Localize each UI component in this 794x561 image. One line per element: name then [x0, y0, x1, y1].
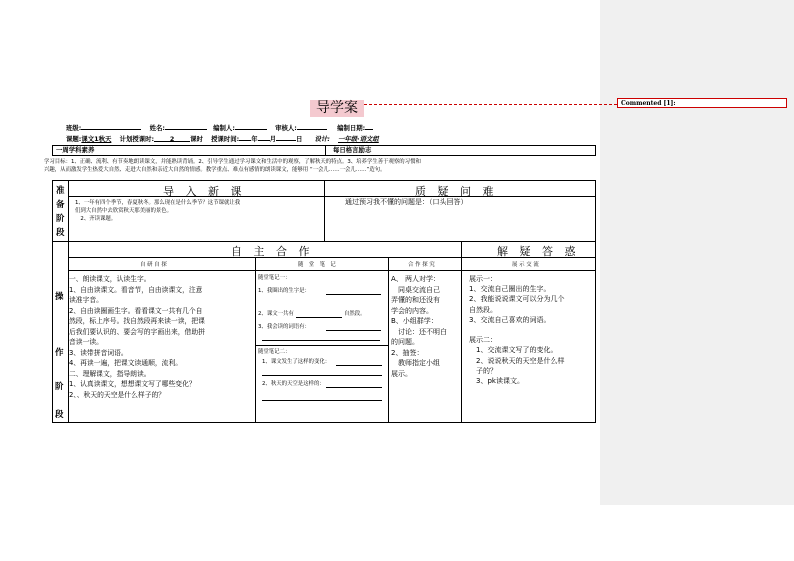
name-field[interactable]	[165, 123, 207, 130]
plan-unit: 课时	[190, 135, 203, 143]
ops-mid-line	[461, 241, 462, 423]
prep-char-3: 阶	[56, 214, 65, 224]
intro-text: 1、一年有四个季节，春夏秋冬。那么现在是什么季节？这节课就让我 们到大自然中去欣赏秋天那美丽的景色。 2、齐读课题。	[75, 200, 241, 222]
notes2-blank-1[interactable]	[336, 365, 382, 366]
week-row	[52, 145, 596, 156]
notes1-blank-4[interactable]	[262, 340, 380, 341]
ops-subhead-line	[68, 270, 596, 271]
notes2-item-1: 1、课文发生了这样的变化：	[262, 359, 331, 365]
header-line-2	[66, 134, 379, 144]
cooperation-text: A、 两人对学： 同桌交流自己 弄懂的和还没有 学会的内容。 B、小组群学： 讨论：还不明白 的问题。 2、抽签： 教师指定小组 展示。	[391, 275, 447, 378]
design-value: 一年级·语文组	[338, 135, 379, 143]
notes2-blank-3[interactable]	[326, 387, 382, 388]
reviewer-label: 审核人:	[275, 124, 297, 132]
design-label: 设计:	[314, 135, 330, 143]
prep-mid-line	[324, 180, 325, 241]
question-title: 质 疑 问 难	[415, 185, 498, 198]
comment-label: Commented [1]:	[621, 100, 676, 107]
notes2-title: 随堂笔记二：	[258, 349, 291, 355]
year-label: 年	[251, 135, 258, 143]
notes2-blank-4[interactable]	[262, 400, 382, 401]
week-divider	[325, 145, 326, 156]
comment-box[interactable]	[617, 98, 787, 108]
date-label: 编制日期:	[337, 124, 366, 132]
notes1-blank-3[interactable]	[326, 330, 381, 331]
notes-divider	[255, 345, 388, 346]
notes1-title: 随堂笔记一：	[258, 275, 291, 281]
reviewer-field[interactable]	[297, 123, 327, 130]
notes1-item-1: 1、我圈出的生字是：	[258, 288, 310, 294]
prep-char-1: 准	[56, 186, 65, 196]
answer-title: 解 疑 答 惑	[497, 245, 580, 258]
plan-value: 2	[154, 135, 190, 142]
learning-goals: 学习目标：1、正确、流利、有节奏地朗读课文，并能熟读背诵。2、引导学生通过学习课文和生活中的观察，了解秋天的特点。3、培养学生善于观察的习惯和 兴趣，从而激发学生热爱大自然、走进大自然和亲近大自然的情感。教学重点、难点有感情的朗读课文，能够用 “一会儿……一会儿……”造句。	[44, 159, 421, 173]
day-label: 日	[296, 135, 303, 143]
prep-head-line	[68, 196, 596, 197]
prep-char-4: 段	[56, 228, 65, 238]
editor-field[interactable]	[235, 123, 267, 130]
ops-char-4: 段	[55, 410, 64, 420]
self-study-text: 一、朗读课文，认读生字。 1、自由读课文。看音节，自由读课文，注意 读准字音。 2、自由读圈画生字。看看课文一共有几个自 然段，标上序号。找自然段再来读一读，把课 后我们要认识的、要会写的字画出来，借助拼 音读一读。 3、读带拼音词语。 4、再读一遍，把课文读通顺，流利。 二、理解课文，指导朗读。 1、认真读课文，想想课文写了哪些变化？ 2、、秋天的天空是什么样子的？	[69, 275, 205, 399]
self-coop-title: 自 主 合 作	[231, 245, 314, 258]
notes2-item-2: 2、秋天的天空是这样的：	[262, 381, 325, 387]
topic-label: 课题:	[66, 135, 82, 143]
intro-title: 导 入 新 课	[163, 185, 246, 198]
notes1-blank-2[interactable]	[296, 317, 342, 318]
col-head-notes: 随 堂 笔 记	[298, 262, 336, 268]
time-label: 授课时间:	[211, 135, 240, 143]
week-right-label: 每日格言励志	[333, 146, 372, 154]
show-exchange-text: 展示一： 1、交流自己圈出的生字。 2、我能说说课文可以分为几个 自然段。 3、交流自己喜欢的词语。 展示二： 1、交流课文写了的变化。 2、说说秋天的天空是什么样 子的？ 3、pk读课文。	[469, 275, 565, 386]
name-label: 姓名:	[149, 124, 165, 132]
notes1-item-3: 3、我会读的词语有：	[258, 324, 310, 330]
ops-col-line-1	[255, 257, 256, 423]
comment-margin	[600, 0, 794, 505]
prep-char-2: 备	[56, 200, 65, 210]
ops-char-3: 阶	[55, 382, 64, 392]
class-label: 班级:	[66, 124, 82, 132]
section-divider	[52, 241, 596, 242]
notes1-item-2: 2、课文一共有	[258, 311, 294, 317]
topic-value: 课文1秋天	[81, 135, 112, 143]
class-field[interactable]	[81, 123, 141, 130]
header-line-1	[66, 123, 373, 133]
notes1-item-2b: 自然段。	[344, 311, 366, 317]
ops-char-2: 作	[55, 348, 64, 358]
plan-label: 计划授课时:	[119, 135, 155, 143]
page-title: 导学案	[310, 100, 364, 117]
notes2-blank-2[interactable]	[262, 375, 382, 376]
col-head-coop: 合 作 探 究	[408, 262, 435, 268]
col-head-self: 自 研 自 探	[140, 262, 167, 268]
date-field[interactable]	[365, 123, 373, 130]
question-text: 通过预习我不懂的问题是：（口头回答）	[345, 198, 468, 206]
week-left-label: 一周学科素养	[56, 146, 95, 154]
notes1-blank-1[interactable]	[326, 294, 381, 295]
month-label: 月	[269, 135, 277, 143]
comment-connector	[364, 104, 617, 105]
ops-col-line-2	[388, 257, 389, 423]
ops-char-1: 操	[55, 292, 64, 302]
editor-label: 编制人:	[213, 124, 235, 132]
col-head-show: 展 示 交 流	[512, 262, 539, 268]
